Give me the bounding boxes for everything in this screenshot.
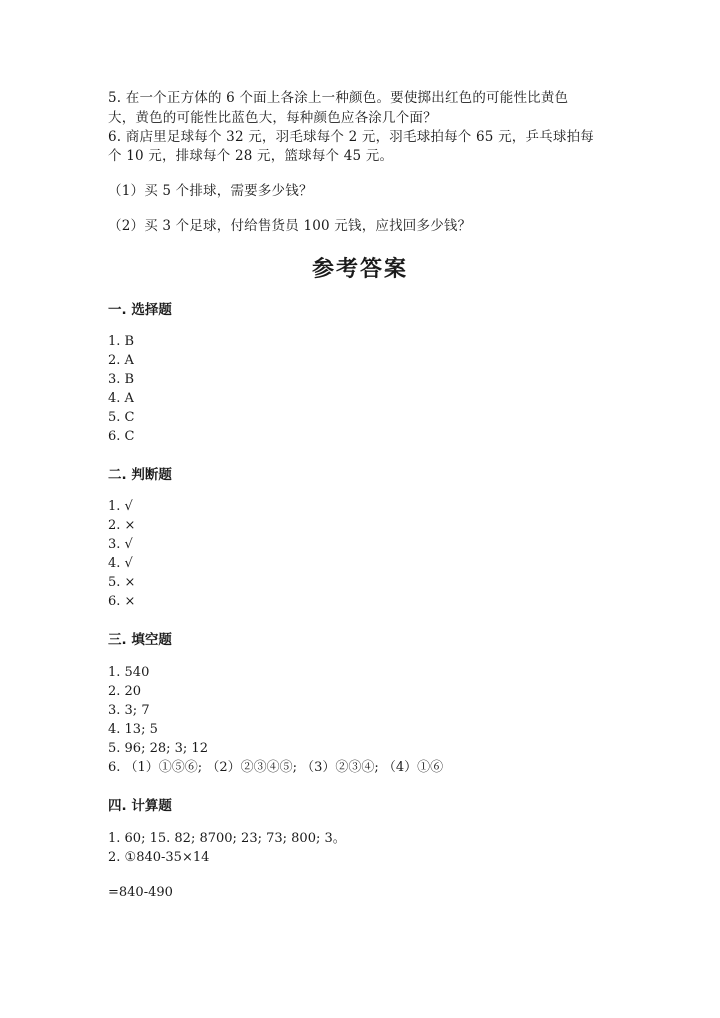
answer-item: 4. A <box>108 391 134 406</box>
question-6-line-1: 6. 商店里足球每个 32 元，羽毛球每个 2 元，羽毛球拍每个 65 元，乒乓球拍每 <box>108 129 594 145</box>
answer-item: 2. A <box>108 353 134 368</box>
answer-item: 4. √ <box>108 556 133 571</box>
answer-item: 3. 3; 7 <box>108 703 150 718</box>
answer-item: 4. 13; 5 <box>108 722 158 737</box>
section-heading-judge: 二. 判断题 <box>108 467 172 483</box>
question-6-sub-2: （2）买 3 个足球，付给售货员 100 元钱，应找回多少钱？ <box>108 218 472 234</box>
answer-item: 6. C <box>108 429 135 444</box>
answer-item: 5. × <box>108 575 136 590</box>
answers-title: 参考答案 <box>311 256 408 282</box>
section-heading-fill: 三. 填空题 <box>108 632 172 648</box>
answer-item-continued: =840-490 <box>108 885 173 900</box>
question-5-line-1: 5. 在一个正方体的 6 个面上各涂上一种颜色。要使掷出红色的可能性比黄色 <box>108 90 569 106</box>
question-6-line-2: 个 10 元，排球每个 28 元，篮球每个 45 元。 <box>108 148 394 164</box>
answer-item: 1. 540 <box>108 665 150 680</box>
section-heading-calc: 四. 计算题 <box>108 798 172 814</box>
answer-item: 2. × <box>108 518 136 533</box>
answer-item: 2. ①840-35×14 <box>108 850 210 865</box>
question-5-line-2: 大，黄色的可能性比蓝色大，每种颜色应各涂几个面？ <box>108 110 437 126</box>
answer-item: 1. √ <box>108 499 133 514</box>
answer-item: 3. √ <box>108 537 133 552</box>
section-heading-choice: 一. 选择题 <box>108 302 172 318</box>
answer-item: 5. 96; 28; 3; 12 <box>108 741 208 756</box>
answer-item: 5. C <box>108 410 135 425</box>
answer-item: 1. B <box>108 334 135 349</box>
answer-item: 6. × <box>108 594 136 609</box>
question-6-sub-1: （1）买 5 个排球，需要多少钱？ <box>108 183 313 199</box>
answer-item: 2. 20 <box>108 684 142 699</box>
answer-item: 6. （1）①⑤⑥; （2）②③④⑤; （3）②③④; （4）①⑥ <box>108 760 444 775</box>
answer-item: 3. B <box>108 372 135 387</box>
answer-item: 1. 60; 15. 82; 8700; 23; 73; 800; 3。 <box>108 831 346 846</box>
